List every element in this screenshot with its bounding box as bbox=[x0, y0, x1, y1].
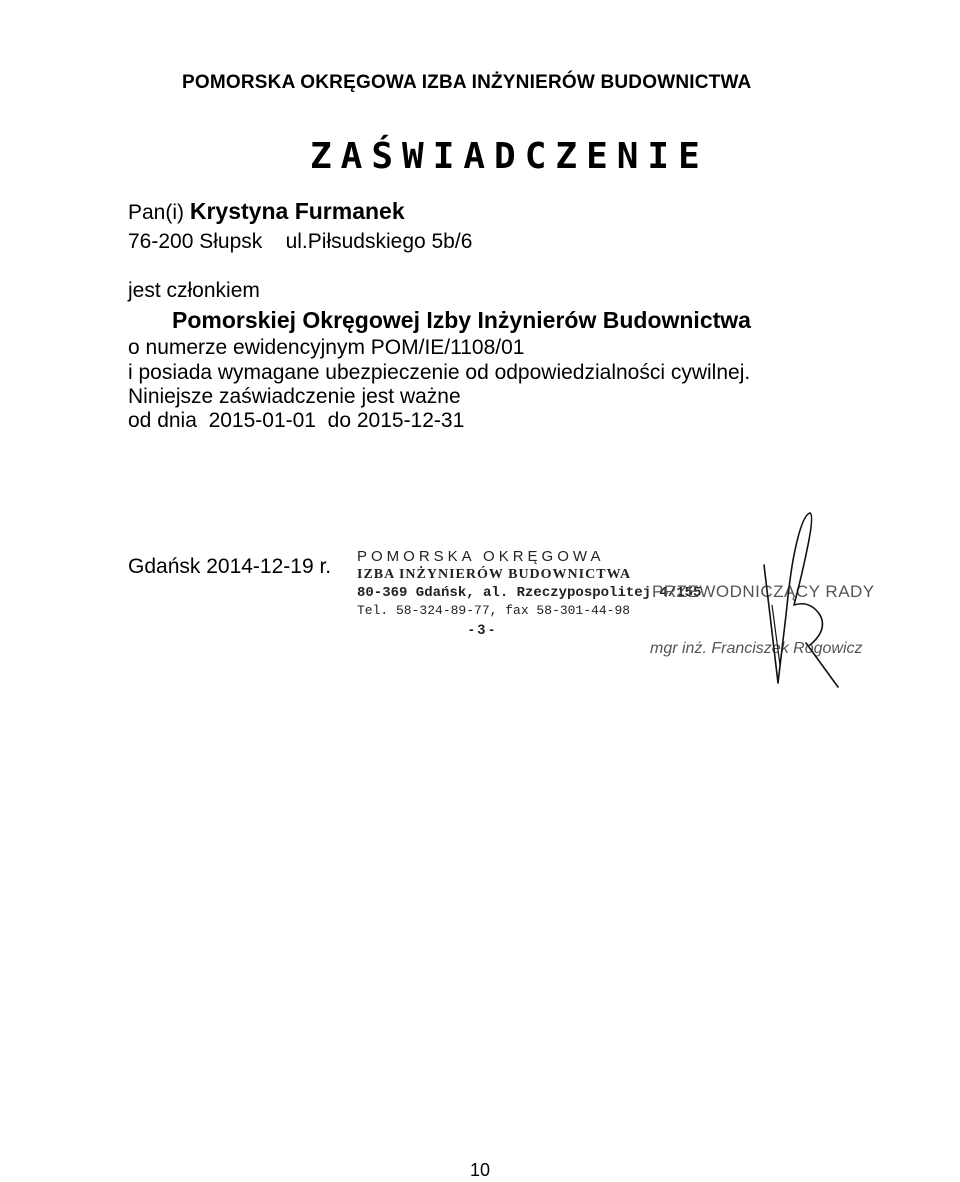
recipient-name: Krystyna Furmanek bbox=[189, 198, 405, 224]
stamp-line-4: Tel. 58-324-89-77, fax 58-301-44-98 bbox=[357, 603, 631, 618]
stamp-line-5: - 3 - bbox=[469, 621, 494, 637]
stamp-line-3: 80-369 Gdańsk, al. Rzeczypospolitej 4/155 bbox=[357, 585, 702, 601]
issuer-header: POMORSKA OKRĘGOWA IZBA INŻYNIERÓW BUDOWNICTWA bbox=[182, 72, 752, 93]
signatory-name: mgr inż. Franciszek Rogowicz bbox=[650, 640, 863, 657]
chamber-name: Pomorskiej Okręgowej Izby Inżynierów Budownictwa bbox=[172, 307, 751, 333]
registry-number-line: o numerze ewidencyjnym POM/IE/1108/01 bbox=[128, 336, 525, 359]
stamp-line-1: POMORSKA OKRĘGOWA bbox=[357, 548, 605, 565]
validity-date-range: od dnia 2015-01-01 do 2015-12-31 bbox=[128, 409, 465, 432]
insurance-line: i posiada wymagane ubezpieczenie od odpowiedzialności cywilnej. bbox=[128, 361, 751, 384]
recipient-address: 76-200 Słupsk ul.Piłsudskiego 5b/6 bbox=[128, 230, 473, 253]
signatory-role: PRZEWODNICZĄCY RADY bbox=[652, 582, 875, 601]
membership-line: jest członkiem bbox=[128, 279, 260, 302]
place-and-date: Gdańsk 2014-12-19 r. bbox=[128, 555, 332, 578]
handwritten-signature bbox=[750, 505, 860, 695]
recipient-prefix: Pan(i) bbox=[128, 201, 185, 224]
recipient-line bbox=[128, 198, 405, 225]
stamp-line-2: IZBA INŻYNIERÓW BUDOWNICTWA bbox=[357, 567, 632, 582]
document-title: ZAŚWIADCZENIE bbox=[310, 136, 709, 177]
validity-line: Niniejsze zaświadczenie jest ważne bbox=[128, 385, 461, 408]
page-number: 10 bbox=[470, 1160, 491, 1180]
organization-stamp bbox=[357, 548, 701, 638]
